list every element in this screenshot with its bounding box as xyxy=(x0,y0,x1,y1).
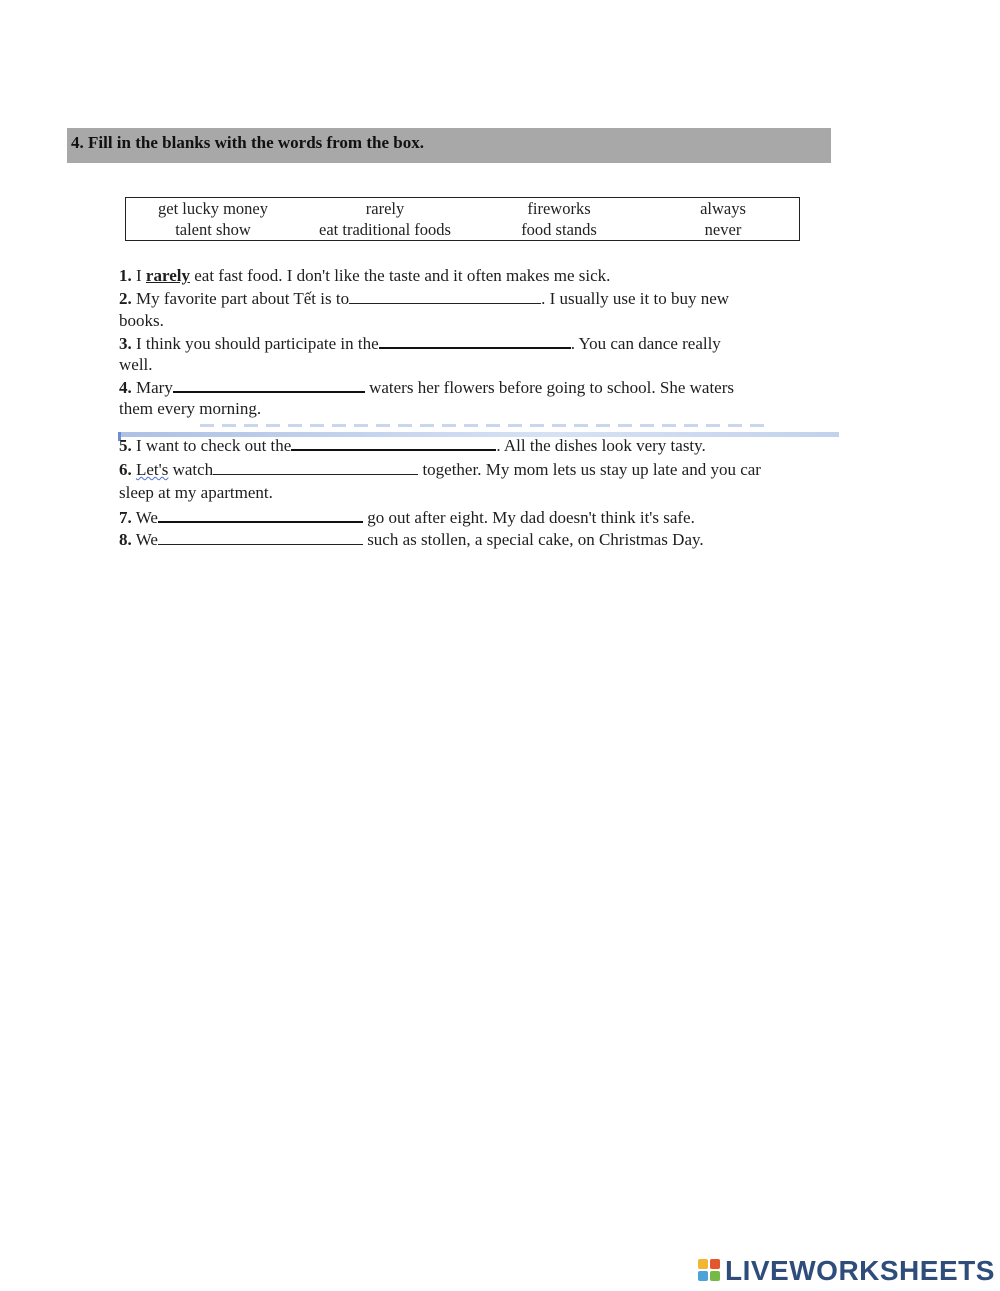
sentence-2 xyxy=(119,289,729,309)
word-box-item: get lucky money xyxy=(158,199,268,218)
sentence-number: 5. xyxy=(119,436,132,455)
answer-blank[interactable] xyxy=(291,435,496,451)
sentence-2-continuation: books. xyxy=(119,311,164,330)
instruction-title: 4. Fill in the blanks with the words from the box. xyxy=(71,133,424,152)
word-box-item: talent show xyxy=(175,220,251,239)
sentence-text: I think you should participate in the xyxy=(131,334,379,353)
sentence-5 xyxy=(119,435,706,456)
sentence-number: 3. xyxy=(119,334,132,353)
sentence-number: 1. xyxy=(119,266,132,285)
sentence-text: Mary xyxy=(131,378,173,397)
sentence-text: together. My mom lets us stay up late and you car xyxy=(418,460,761,479)
sentence-text: We xyxy=(131,508,158,527)
example-answer: rarely xyxy=(145,266,190,285)
sentence-text: such as stollen, a special cake, on Christmas Day. xyxy=(362,530,704,549)
answer-blank[interactable] xyxy=(173,377,365,393)
sentence-6-continuation: sleep at my apartment. xyxy=(119,483,273,502)
sentence-3-continuation: well. xyxy=(119,355,153,374)
sentence-number: 8. xyxy=(119,530,132,549)
answer-blank[interactable] xyxy=(213,460,418,475)
sentence-text: I xyxy=(131,266,146,285)
sentence-text: My favorite part about Tết is to xyxy=(131,289,350,308)
sentence-number: 4. xyxy=(119,378,132,397)
sentence-text: We xyxy=(131,530,158,549)
sentence-text: eat fast food. I don't like the taste and it often makes me sick. xyxy=(189,266,611,285)
sentence-text: watch xyxy=(168,460,214,479)
spellcheck-word: Let's xyxy=(136,460,169,479)
logo-blocks-icon xyxy=(698,1259,722,1283)
sentence-number: 2. xyxy=(119,289,132,308)
word-box-item: always xyxy=(700,199,746,218)
liveworksheets-logo xyxy=(698,1256,995,1286)
instruction-header xyxy=(67,128,831,163)
sentence-text: go out after eight. My dad doesn't think it's safe. xyxy=(362,508,695,527)
sentence-text: . You can dance really xyxy=(570,334,721,353)
sentence-3 xyxy=(119,333,721,354)
sentence-4-continuation: them every morning. xyxy=(119,399,262,418)
sentence-1 xyxy=(119,266,610,286)
word-box-item: fireworks xyxy=(527,199,591,218)
answer-blank[interactable] xyxy=(158,507,363,523)
scan-artifact-line xyxy=(200,424,765,427)
word-box xyxy=(125,197,800,241)
sentence-4 xyxy=(119,377,734,398)
sentence-number: 6. xyxy=(119,460,132,479)
answer-blank[interactable] xyxy=(379,333,571,349)
word-box-item: never xyxy=(704,220,742,239)
sentence-text: . All the dishes look very tasty. xyxy=(496,436,706,455)
answer-blank[interactable] xyxy=(158,530,363,545)
sentence-text: waters her flowers before going to school. She waters xyxy=(364,378,734,397)
word-box-item: rarely xyxy=(365,199,405,218)
logo-text: LIVEWORKSHEETS xyxy=(725,1255,995,1286)
sentence-text: . I usually use it to buy new xyxy=(541,289,730,308)
sentence-7 xyxy=(119,507,695,528)
word-box-item: food stands xyxy=(521,220,597,239)
answer-blank[interactable] xyxy=(349,289,541,304)
sentence-8 xyxy=(119,530,704,550)
sentence-number: 7. xyxy=(119,508,132,527)
word-box-item: eat traditional foods xyxy=(319,220,451,239)
sentence-text: I want to check out the xyxy=(131,436,292,455)
sentence-6 xyxy=(119,460,761,480)
